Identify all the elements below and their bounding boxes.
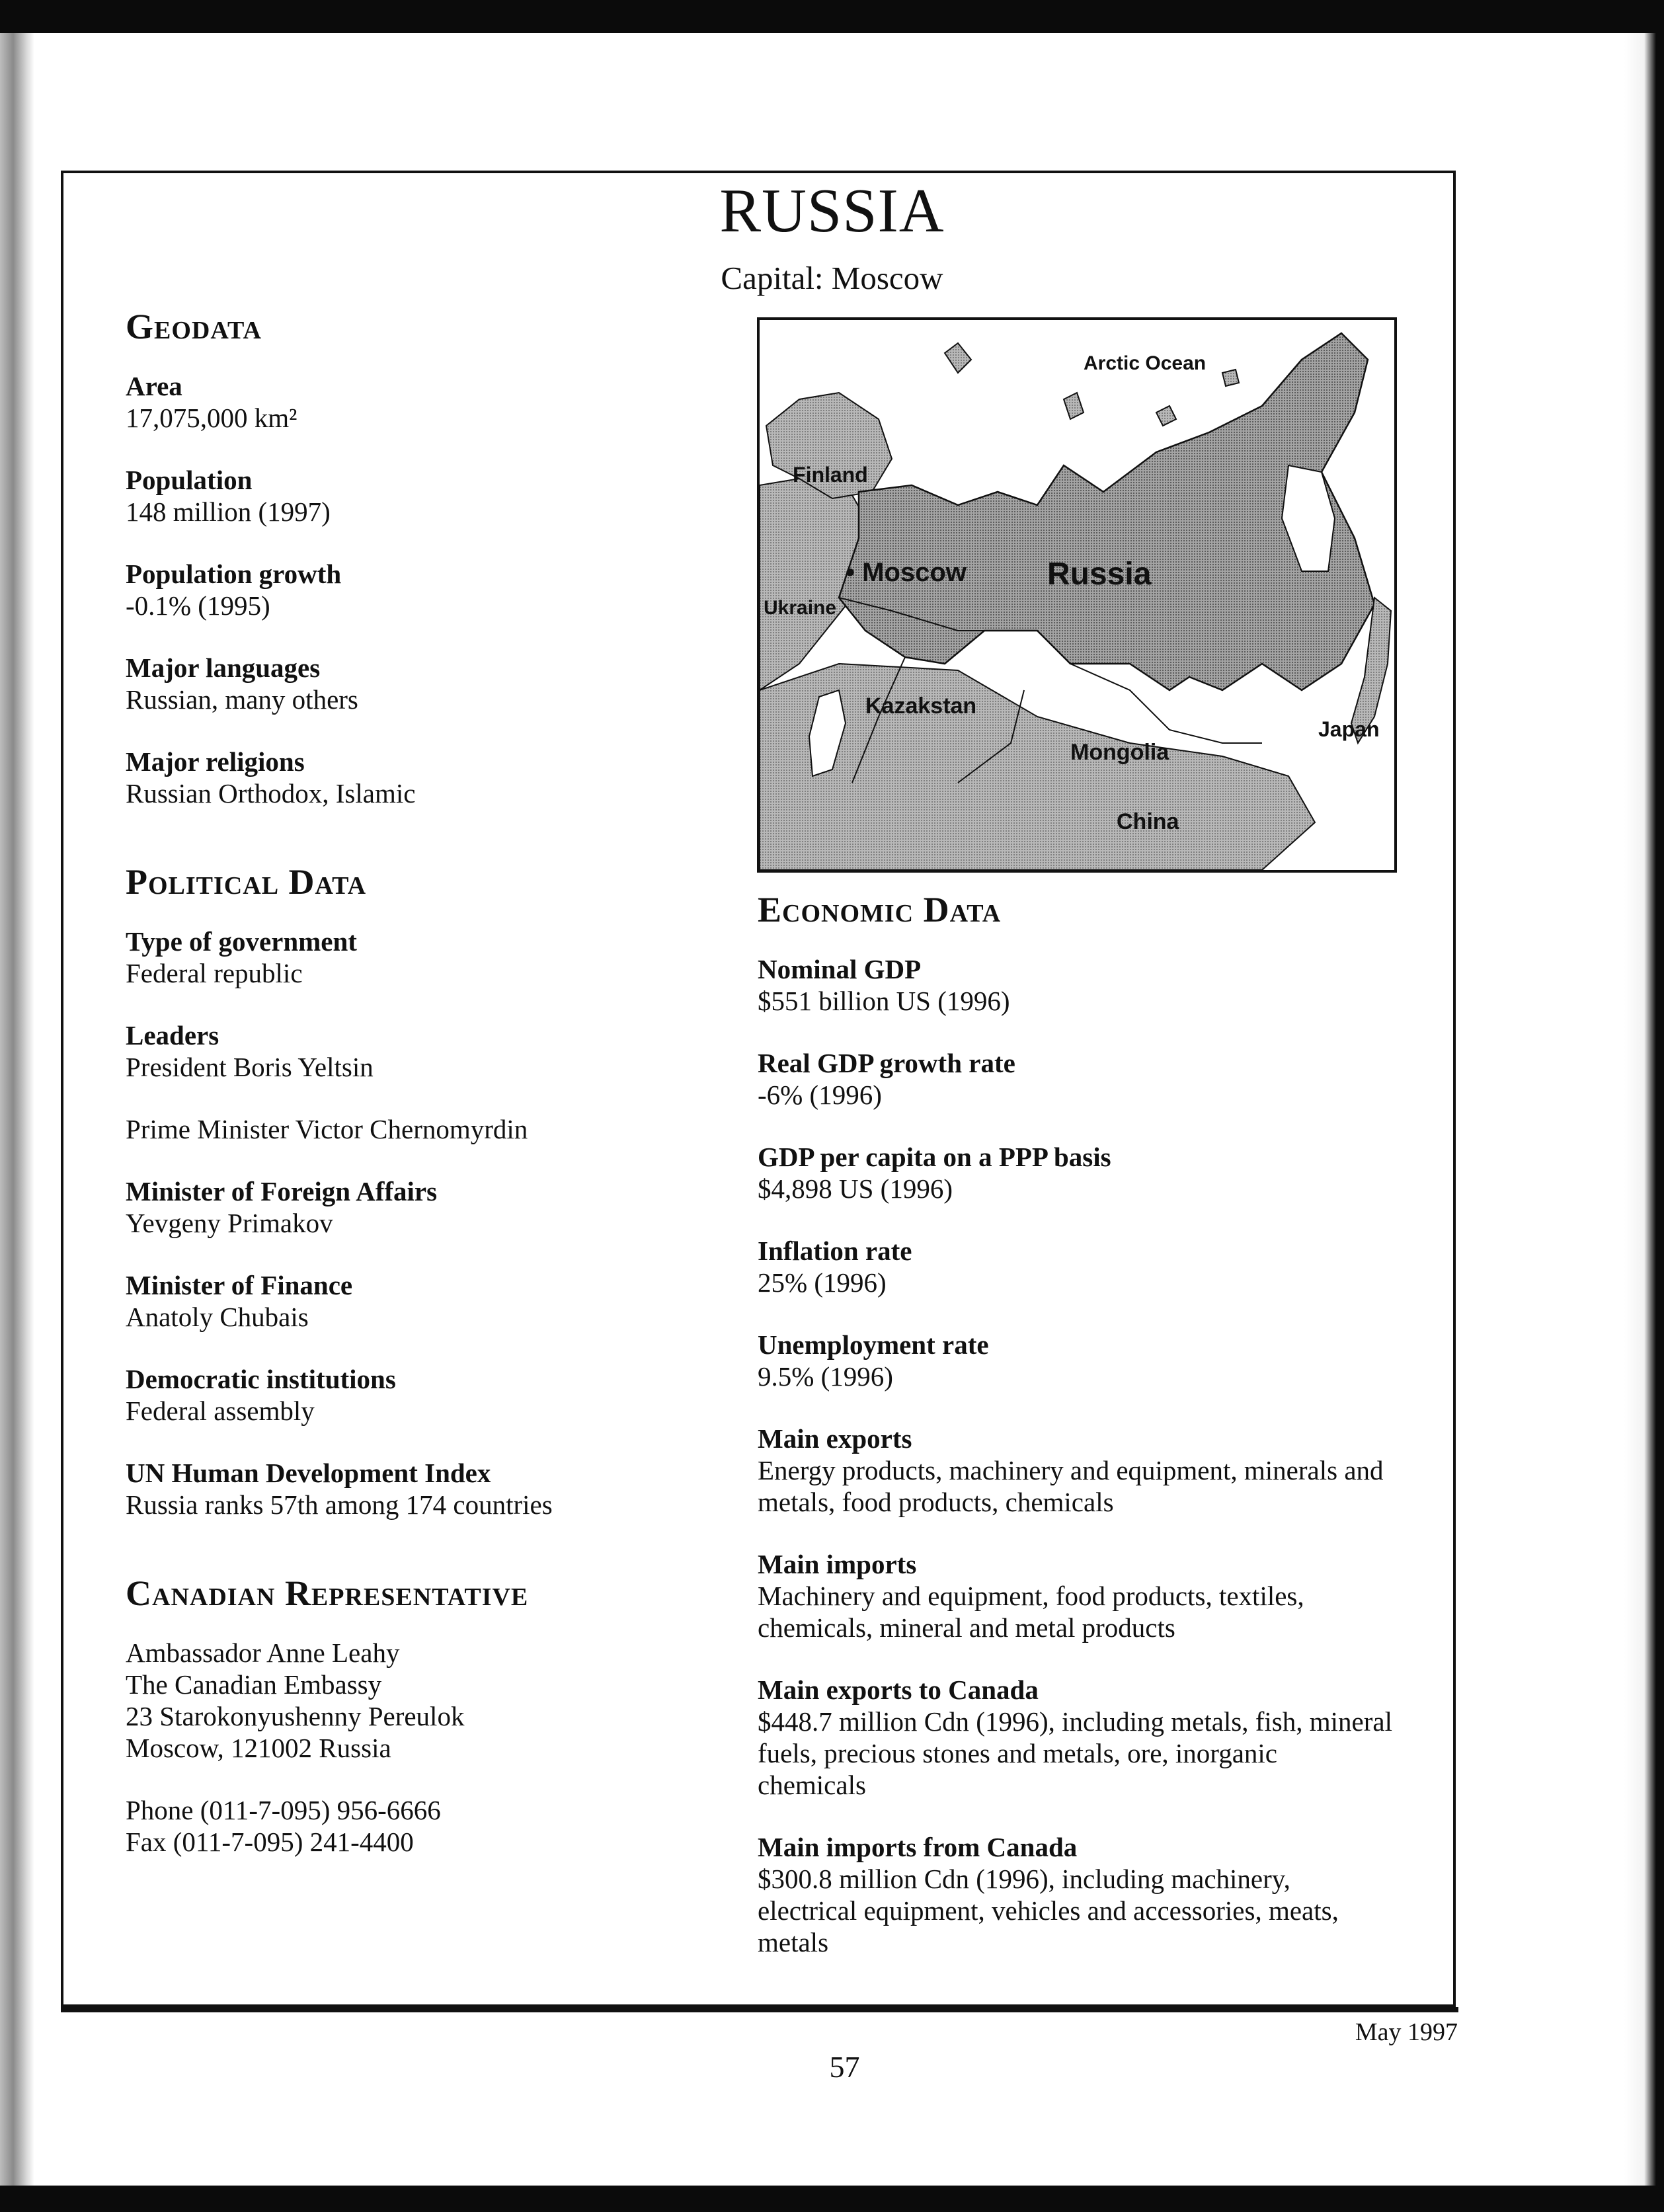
political-field <box>126 1457 760 1521</box>
field-value: Russian Orthodox, Islamic <box>126 778 416 809</box>
political-field <box>126 1269 760 1333</box>
field-value: President Boris Yeltsin <box>126 1052 374 1082</box>
arctic-island <box>1064 393 1084 419</box>
field-label: GDP per capita on a PPP basis <box>758 1142 1111 1172</box>
fax-number: Fax (011-7-095) 241-4400 <box>126 1827 414 1857</box>
field-value: 9.5% (1996) <box>758 1361 893 1392</box>
geodata-heading: Geodata <box>126 307 262 346</box>
field-label: Main exports to Canada <box>758 1675 1039 1705</box>
field-value: -0.1% (1995) <box>126 590 270 621</box>
geodata-field <box>126 464 760 528</box>
field-label: Minister of Finance <box>126 1270 353 1300</box>
field-label: Unemployment rate <box>758 1329 989 1360</box>
map-label-kazakstan: Kazakstan <box>865 693 977 719</box>
field-value: Federal republic <box>126 958 303 988</box>
political-heading: Political Data <box>126 862 367 902</box>
field-value: Anatoly Chubais <box>126 1302 309 1332</box>
field-value: 148 million (1997) <box>126 496 331 527</box>
economic-field <box>758 1235 1392 1298</box>
map-label-mongolia: Mongolia <box>1070 740 1169 765</box>
neighbor-land <box>760 664 1315 870</box>
political-field <box>126 1019 760 1083</box>
economic-field <box>758 1329 1392 1392</box>
address-line: Ambassador Anne Leahy <box>126 1638 400 1668</box>
phone-number: Phone (011-7-095) 956-6666 <box>126 1795 441 1825</box>
field-value: -6% (1996) <box>758 1080 882 1110</box>
field-value: $551 billion US (1996) <box>758 986 1010 1016</box>
address-line: Moscow, 121002 Russia <box>126 1733 391 1763</box>
economic-field <box>758 1423 1392 1518</box>
page-number: 57 <box>829 2050 860 2084</box>
arctic-island <box>1222 370 1239 386</box>
field-value: Prime Minister Victor Chernomyrdin <box>126 1114 528 1144</box>
address-line: The Canadian Embassy <box>126 1669 382 1700</box>
scan-border-top <box>0 0 1664 33</box>
frame-shadow <box>61 2007 1458 2012</box>
russia-map <box>757 317 1397 873</box>
field-label: Area <box>126 371 182 401</box>
map-label-ukraine: Ukraine <box>764 597 837 619</box>
map-svg <box>760 320 1394 870</box>
economic-field <box>758 953 1392 1017</box>
field-label: Type of government <box>126 926 357 957</box>
field-label: Inflation rate <box>758 1236 912 1266</box>
political-field <box>126 1113 760 1145</box>
economic-field <box>758 1831 1392 1958</box>
field-label: Real GDP growth rate <box>758 1048 1015 1078</box>
field-value: $300.8 million Cdn (1996), including machinery, electrical equipment, vehicles and accessories, meats, metals <box>758 1864 1339 1957</box>
field-label: Main imports from Canada <box>758 1832 1078 1862</box>
economic-field <box>758 1141 1392 1205</box>
field-label: Minister of Foreign Affairs <box>126 1176 438 1206</box>
arctic-island <box>945 343 971 373</box>
publication-date: May 1997 <box>1355 2018 1458 2046</box>
field-label: Population growth <box>126 559 342 589</box>
field-value: Energy products, machinery and equipment, minerals and metals, food products, chemicals <box>758 1455 1384 1517</box>
map-label-finland: Finland <box>793 463 868 487</box>
field-value: Russia ranks 57th among 174 countries <box>126 1489 553 1520</box>
field-value: $4,898 US (1996) <box>758 1173 953 1204</box>
political-field <box>126 926 760 989</box>
field-label: Democratic institutions <box>126 1364 396 1394</box>
field-label: Population <box>126 465 253 495</box>
arctic-island <box>1156 406 1176 426</box>
geodata-field <box>126 652 760 715</box>
field-label: UN Human Development Index <box>126 1458 491 1488</box>
economic-heading: Economic Data <box>758 890 1002 929</box>
address-block <box>126 1637 760 1764</box>
economic-field <box>758 1674 1392 1801</box>
political-field <box>126 1363 760 1427</box>
map-label-japan: Japan <box>1318 717 1380 741</box>
field-label: Main imports <box>758 1549 917 1579</box>
capital-line: Capital: Moscow <box>721 260 943 296</box>
representative-heading: Canadian Representative <box>126 1573 529 1613</box>
field-value: Yevgeny Primakov <box>126 1208 333 1238</box>
field-label: Major languages <box>126 652 321 683</box>
scan-border-right <box>1624 33 1664 2212</box>
field-label: Main exports <box>758 1423 912 1454</box>
field-value: 25% (1996) <box>758 1267 887 1298</box>
economic-field <box>758 1047 1392 1111</box>
field-label: Leaders <box>126 1020 219 1050</box>
field-value: 17,075,000 km² <box>126 403 297 433</box>
geodata-field <box>126 370 760 434</box>
address-line: 23 Starokonyushenny Pereulok <box>126 1701 465 1731</box>
geodata-field <box>126 746 760 809</box>
map-label-arctic: Arctic Ocean <box>1084 352 1207 374</box>
map-label-russia: Russia <box>1047 557 1152 592</box>
field-value: $448.7 million Cdn (1996), including metals, fish, mineral fuels, precious stones and metals, ore, inorganic chemicals <box>758 1706 1392 1800</box>
map-label-china: China <box>1117 809 1179 834</box>
field-value: Russian, many others <box>126 684 358 715</box>
field-value: Machinery and equipment, food products, textiles, chemicals, mineral and metal products <box>758 1581 1304 1643</box>
map-label-moscow: • Moscow <box>846 558 967 587</box>
scan-border-left <box>0 33 34 2212</box>
field-value: Federal assembly <box>126 1396 315 1426</box>
field-label: Major religions <box>126 746 305 777</box>
political-field <box>126 1175 760 1239</box>
scan-border-bottom <box>0 2186 1664 2212</box>
right-column <box>758 890 1392 1989</box>
page-title: RUSSIA <box>719 177 945 245</box>
field-label: Nominal GDP <box>758 954 922 984</box>
economic-field <box>758 1548 1392 1643</box>
contact-block <box>126 1794 760 1858</box>
left-column <box>126 307 760 1888</box>
geodata-field <box>126 558 760 621</box>
